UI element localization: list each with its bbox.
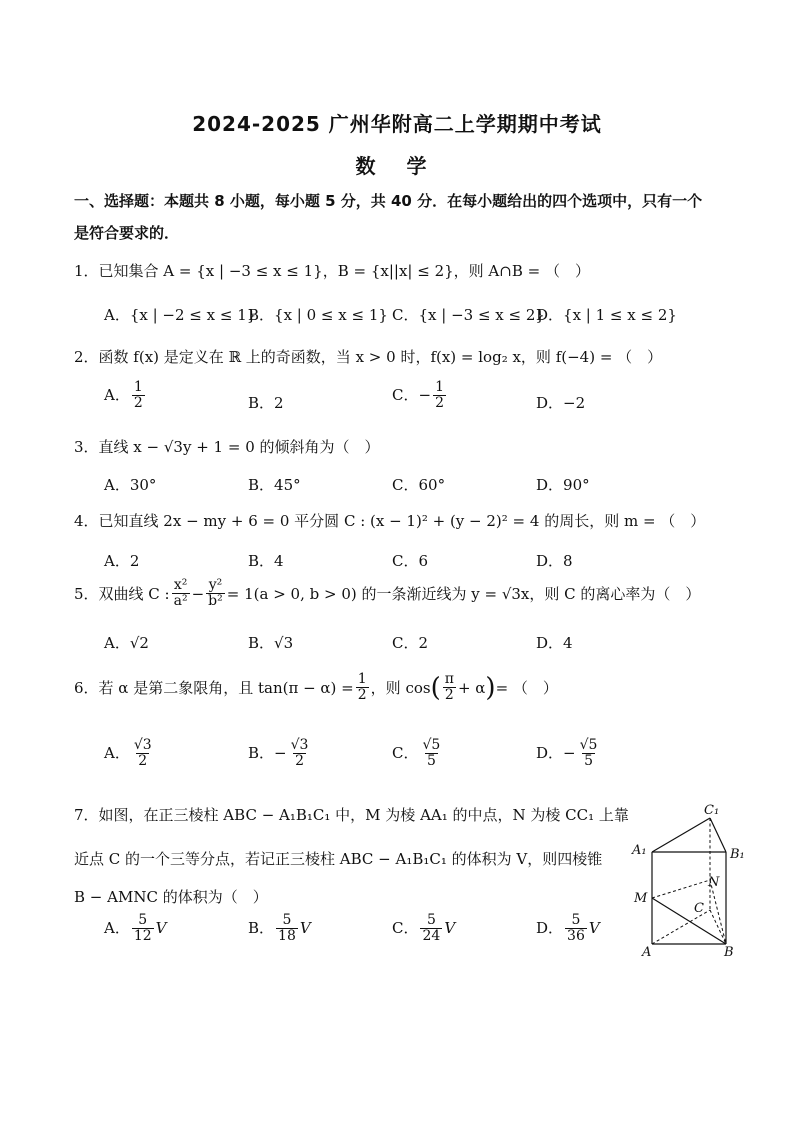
subject-title: 数 学: [355, 154, 439, 178]
question-2-stem: 2．函数 f(x) 是定义在 ℝ 上的奇函数，当 x > 0 时，f(x) = log₂ x，则 f(−4) = （ ）: [74, 348, 663, 366]
q2-option-d: D．−2: [536, 394, 586, 412]
q4-option-d: D．8: [536, 552, 573, 570]
q6-option-d: D．− $\frac{√5}{5}$: [536, 737, 598, 770]
q2-option-c: C．− $\frac{1}{2}$: [392, 379, 444, 412]
q1-option-a: A．{x | −2 ≤ x ≤ 1}: [104, 306, 257, 324]
q7-option-b: B． $\frac{5}{18}$ V: [248, 912, 311, 945]
q4-option-c: C．6: [392, 552, 429, 570]
question-7-line1: 7．如图，在正三棱柱 ABC − A₁B₁C₁ 中，M 为棱 AA₁ 的中点，N 为棱 CC₁ 上靠: [74, 806, 629, 824]
question-4-stem: 4．已知直线 2x − my + 6 = 0 平分圆 C : (x − 1)² + (y − 2)² = 4 的周长，则 m = （ ）: [74, 512, 706, 530]
q4-option-b: B．4: [248, 552, 284, 570]
triangular-prism-figure: [626, 800, 766, 960]
edge-c1b1: [710, 818, 726, 852]
question-7-line2: 近点 C 的一个三等分点，若记正三棱柱 ABC − A₁B₁C₁ 的体积为 V，则四棱锥: [74, 850, 603, 868]
q3-option-d: D．90°: [536, 476, 590, 494]
q2-option-a: A． $\frac{1}{2}$: [104, 379, 143, 412]
q6-option-b: B．− $\frac{√3}{2}$: [248, 737, 309, 770]
label-b1: B₁: [730, 847, 745, 862]
section-instructions-line1: 一、选择题：本题共 8 小题，每小题 5 分，共 40 分．在每小题给出的四个选项中，只有一个: [74, 192, 703, 210]
q7-option-c: C． $\frac{5}{24}$ V: [392, 912, 456, 945]
q7-option-d: D． $\frac{5}{36}$ V: [536, 912, 600, 945]
q1-option-b: B．{x | 0 ≤ x ≤ 1}: [248, 306, 388, 324]
q1-option-d: D．{x | 1 ≤ x ≤ 2}: [536, 306, 677, 324]
label-n: N: [708, 875, 720, 890]
exam-title: 2024-2025 广州华附高二上学期期中考试: [192, 112, 602, 136]
q3-option-c: C．60°: [392, 476, 446, 494]
label-a: A: [642, 945, 652, 960]
q5-option-d: D．4: [536, 634, 573, 652]
question-6-stem: 6．若 α 是第二象限角，且 tan(π − α) = $\frac{1}{2}$ ，则 cos( $\frac{\pi}{2}$ + α)= （ ）: [74, 671, 558, 704]
question-3-stem: 3．直线 x − √3y + 1 = 0 的倾斜角为（ ）: [74, 438, 380, 456]
label-c: C: [694, 901, 704, 916]
q6-option-a: A． $\frac{√3}{2}$: [104, 737, 152, 770]
label-a1: A₁: [632, 843, 647, 858]
q4-option-a: A．2: [104, 552, 140, 570]
q3-option-a: A．30°: [104, 476, 157, 494]
question-1-stem: 1．已知集合 A = {x | −3 ≤ x ≤ 1}，B = {x||x| ≤ 2}，则 A∩B = （ ）: [74, 262, 590, 280]
q5-option-b: B．√3: [248, 634, 294, 652]
label-c1: C₁: [704, 803, 720, 818]
question-7-line3: B − AMNC 的体积为（ ）: [74, 888, 268, 906]
section-instructions-line2: 是符合要求的．: [74, 224, 180, 242]
label-m: M: [634, 891, 648, 906]
q1-option-c: C．{x | −3 ≤ x ≤ 2}: [392, 306, 545, 324]
label-b: B: [724, 945, 734, 960]
edge-a1c1: [652, 818, 710, 852]
question-5-stem: 5．双曲线 C : $\frac{\text{x²}}{\text{a²}}$ − $\frac{\text{y²}}{\text{b²}}$ = 1(a > 0, b > 0) 的一条渐近线为 y = √3x，则 C 的离心率为（ ）: [74, 577, 701, 610]
q5-option-a: A．√2: [104, 634, 149, 652]
q5-option-c: C．2: [392, 634, 429, 652]
q2-option-b: B．2: [248, 394, 284, 412]
q7-option-a: A． $\frac{5}{12}$ V: [104, 912, 167, 945]
q6-option-c: C． $\frac{√5}{5}$: [392, 737, 441, 770]
q3-option-b: B．45°: [248, 476, 301, 494]
edge-mn: [652, 880, 710, 898]
